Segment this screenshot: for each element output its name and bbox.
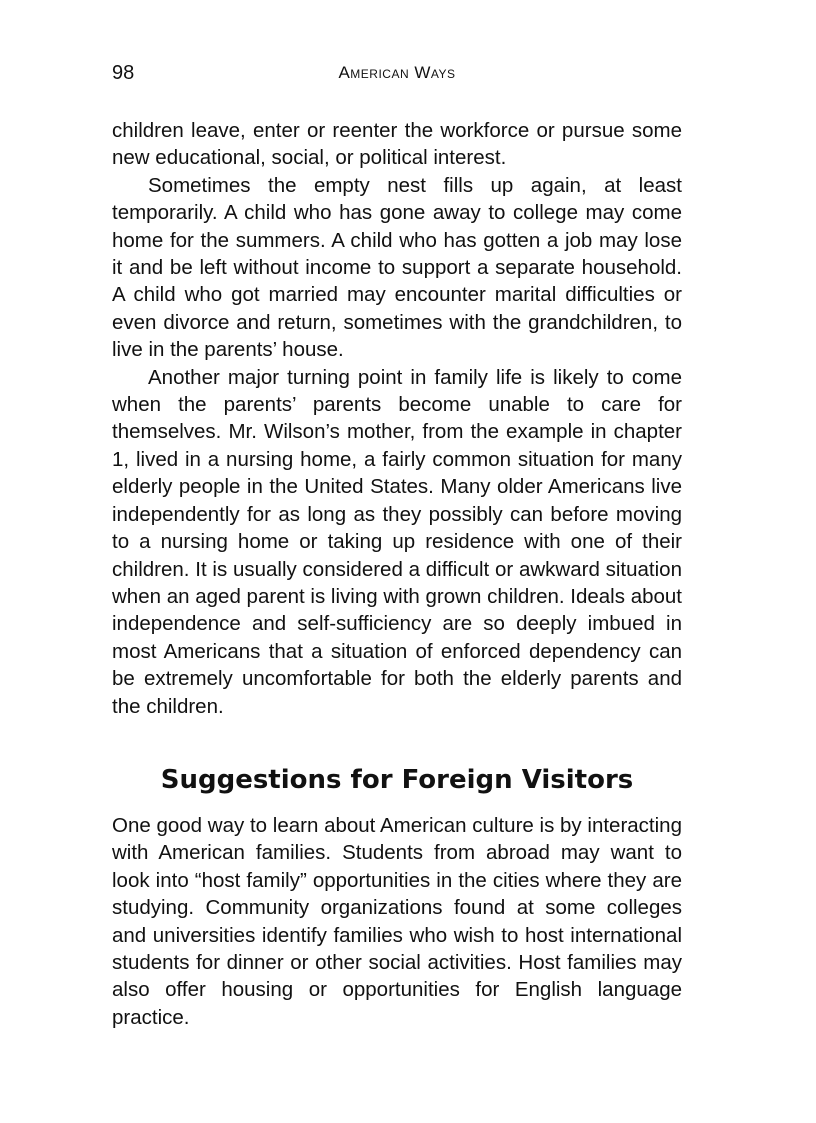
running-title: American Ways (338, 63, 456, 82)
section-heading: Suggestions for Foreign Visitors (160, 765, 634, 795)
section-text (112, 812, 682, 1031)
page-number: 98 (112, 62, 135, 84)
paragraph-suggestions: One good way to learn about American culture is by interacting with American families. Students from abroad may want to look into “host family” opportunities in the cities where they are studying. Community organizations found at some colleges and universities identify families who wish to host international students for dinner or other social activities. Host families may also offer housing or opportunities for English language practice. (112, 814, 682, 1029)
paragraph-empty-nest: Sometimes the empty nest fills up again, at least temporarily. A child who has gone away to college may come home for the summers. A child who has gotten a job may lose it and be left without income to support a separate household. A child who got married may encounter marital difficulties or even divorce and return, sometimes with the grandchildren, to live in the parents’ house. (112, 173, 682, 362)
paragraph-turning-point: Another major turning point in family life is likely to come when the parents’ parents become unable to care for themselves. Mr. Wilson’s mother, from the example in chapter 1, lived in a nursing home, a fairly common situation for many elderly people in the United States. Many older Americans live independently for as long as they possibly can before moving to a nursing home or taking up residence with one of their children. It is usually considered a difficult or awkward situation when an aged parent is living with grown children. Ideals about independence and self-sufficiency are so deeply imbued in most Americans that a situation of enforced dependency can be extremely uncomfortable for both the elderly parents and the children. (112, 365, 682, 718)
running-head (112, 60, 682, 86)
paragraph-continuation: children leave, enter or reenter the workforce or pursue some new educational, social, or political interest. (112, 119, 682, 170)
body-text (112, 117, 682, 720)
